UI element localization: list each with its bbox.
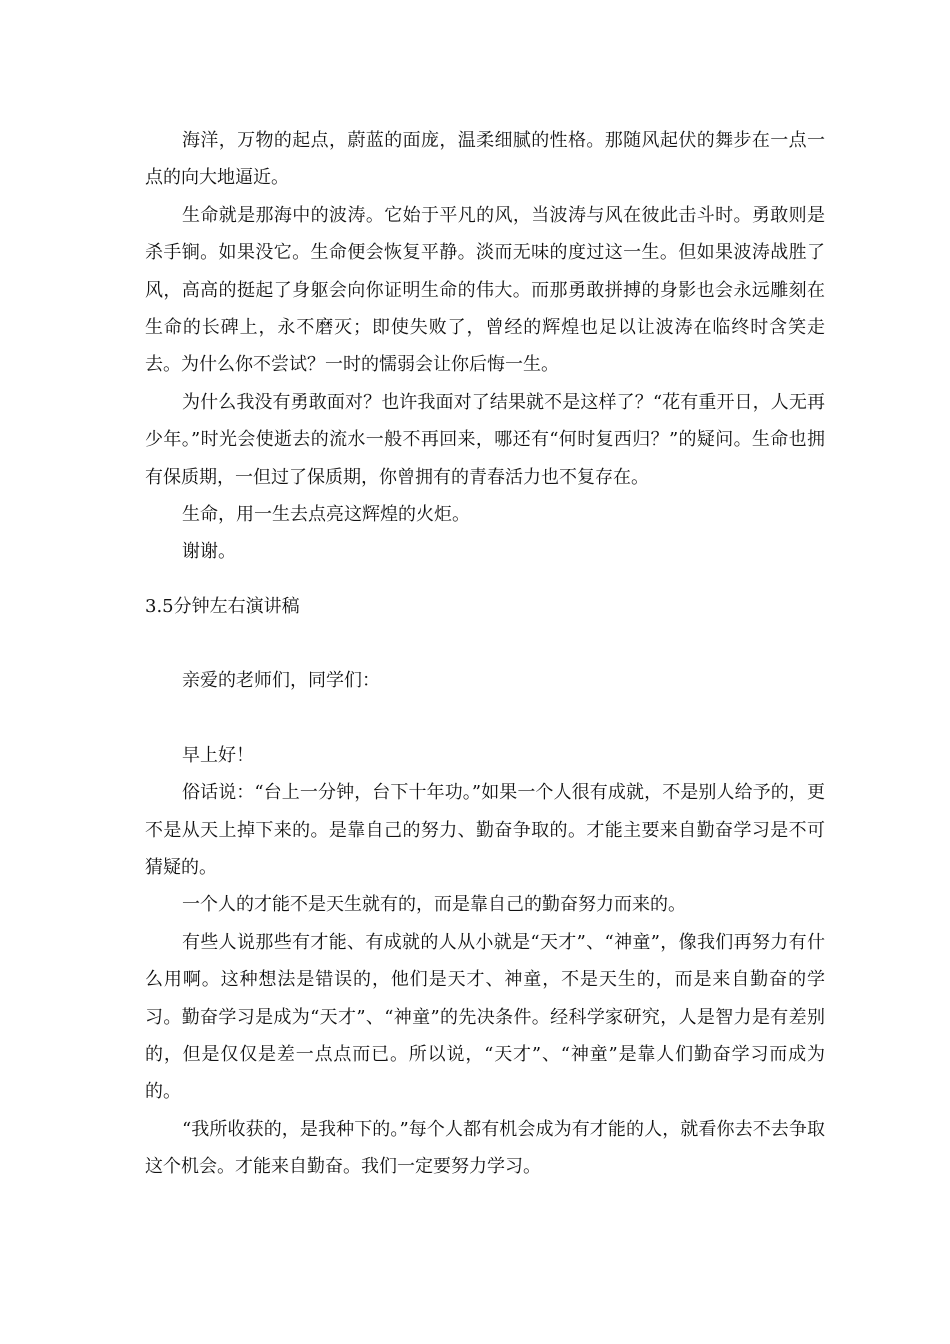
paragraph: 一个人的才能不是天生就有的，而是靠自己的勤奋努力而来的。: [182, 894, 686, 916]
paragraph: 俗话说：“台上一分钟，台下十年功。”如果一个人很有成就，不是别人给予的，更不是从天上掉下来的。是靠自己的努力、勤奋争取的。才能主要来自勤奋学习是不可猜疑的。: [145, 782, 825, 878]
greeting: 早上好！: [182, 744, 254, 766]
paragraph: 生命就是那海中的波涛。它始于平凡的风，当波涛与风在彼此击斗时。勇敢则是杀手锏。如果没它。生命便会恢复平静。淡而无味的度过这一生。但如果波涛战胜了风，高高的挺起了身躯会向你证明生命的伟大。而那勇敢拼搏的身影也会永远雕刻在生命的长碑上，永不磨灭；即使失败了，曾经的辉煌也足以让波涛在临终时含笑走去。为什么你不尝试？一时的懦弱会让你后悔一生。: [145, 204, 825, 376]
section-heading: 3.5分钟左右演讲稿: [145, 595, 300, 617]
paragraph: 为什么我没有勇敢面对？也许我面对了结果就不是这样了？“花有重开日，人无再少年。”时光会使逝去的流水一般不再回来，哪还有“何时复西归？”的疑问。生命也拥有保质期，一但过了保质期，你曾拥有的青春活力也不复存在。: [145, 391, 825, 488]
salutation: 亲爱的老师们，同学们：: [182, 670, 380, 692]
paragraph: 海洋，万物的起点，蔚蓝的面庞，温柔细腻的性格。那随风起伏的舞步在一点一点的向大地逼近。: [145, 130, 825, 189]
paragraph: 有些人说那些有才能、有成就的人从小就是“天才”、“神童”，像我们再努力有什么用啊。这种想法是错误的，他们是天才、神童，不是天生的，而是来自勤奋的学习。勤奋学习是成为“天才”、“神童”的先决条件。经科学家研究，人是智力是有差别的，但是仅仅是差一点点而已。所以说，“天才”、“神童”是靠人们勤奋学习而成为的。: [145, 931, 825, 1103]
document-page: [145, 122, 825, 1186]
paragraph: 谢谢。: [182, 541, 236, 563]
paragraph: 生命，用一生去点亮这辉煌的火炬。: [182, 504, 470, 526]
paragraph: “我所收获的，是我种下的。”每个人都有机会成为有才能的人，就看你去不去争取这个机会。才能来自勤奋。我们一定要努力学习。: [145, 1118, 825, 1178]
